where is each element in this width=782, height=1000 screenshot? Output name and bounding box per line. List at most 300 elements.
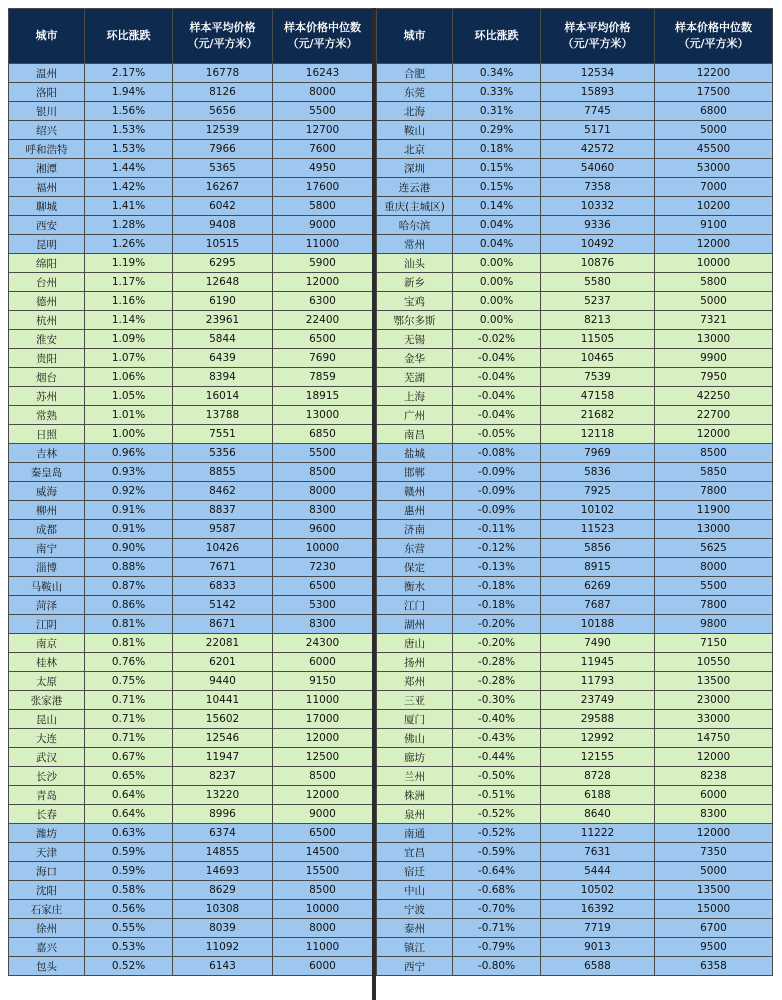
cell-city: 嘉兴: [9, 938, 85, 957]
table-row: [9, 197, 373, 216]
cell-city: 海口: [9, 862, 85, 881]
table-row: [377, 235, 773, 254]
left-header-row: [9, 9, 373, 64]
cell-city: 徐州: [9, 919, 85, 938]
cell-change: 0.33%: [453, 83, 541, 102]
cell-avg-price: 22081: [173, 634, 273, 653]
cell-avg-price: 16392: [541, 900, 655, 919]
cell-median-price: 11900: [655, 501, 773, 520]
cell-avg-price: 8126: [173, 83, 273, 102]
cell-avg-price: 7969: [541, 444, 655, 463]
cell-city: 南京: [9, 634, 85, 653]
table-row: [9, 862, 373, 881]
cell-median-price: 17000: [273, 710, 373, 729]
table-row: [9, 748, 373, 767]
cell-avg-price: 15602: [173, 710, 273, 729]
cell-median-price: 7950: [655, 368, 773, 387]
cell-change: -0.64%: [453, 862, 541, 881]
cell-city: 苏州: [9, 387, 85, 406]
cell-change: -0.11%: [453, 520, 541, 539]
cell-change: 0.52%: [85, 957, 173, 976]
cell-change: 0.64%: [85, 786, 173, 805]
cell-median-price: 12000: [655, 748, 773, 767]
cell-city: 呼和浩特: [9, 140, 85, 159]
cell-avg-price: 5171: [541, 121, 655, 140]
cell-median-price: 5850: [655, 463, 773, 482]
cell-median-price: 5800: [273, 197, 373, 216]
table-row: [377, 862, 773, 881]
cell-avg-price: 5856: [541, 539, 655, 558]
cell-change: 0.81%: [85, 634, 173, 653]
table-row: [9, 178, 373, 197]
cell-avg-price: 8629: [173, 881, 273, 900]
cell-median-price: 8500: [273, 463, 373, 482]
cell-city: 三亚: [377, 691, 453, 710]
table-row: [377, 710, 773, 729]
cell-avg-price: 9013: [541, 938, 655, 957]
cell-median-price: 12500: [273, 748, 373, 767]
cell-city: 柳州: [9, 501, 85, 520]
cell-change: 0.91%: [85, 501, 173, 520]
table-row: [377, 900, 773, 919]
cell-median-price: 42250: [655, 387, 773, 406]
cell-avg-price: 6190: [173, 292, 273, 311]
cell-avg-price: 7745: [541, 102, 655, 121]
cell-avg-price: 8213: [541, 311, 655, 330]
cell-city: 泉州: [377, 805, 453, 824]
cell-avg-price: 6269: [541, 577, 655, 596]
header-median-price: [655, 9, 773, 64]
cell-median-price: 12700: [273, 121, 373, 140]
cell-change: 0.87%: [85, 577, 173, 596]
cell-avg-price: 6295: [173, 254, 273, 273]
cell-median-price: 13000: [655, 520, 773, 539]
table-row: [9, 159, 373, 178]
cell-median-price: 14500: [273, 843, 373, 862]
cell-city: 镇江: [377, 938, 453, 957]
cell-change: 1.44%: [85, 159, 173, 178]
table-row: [9, 406, 373, 425]
cell-median-price: 23000: [655, 691, 773, 710]
cell-avg-price: 5844: [173, 330, 273, 349]
header-avg-price: [173, 9, 273, 64]
cell-avg-price: 9408: [173, 216, 273, 235]
cell-avg-price: 6042: [173, 197, 273, 216]
left-table-body: [9, 64, 373, 976]
cell-change: -0.20%: [453, 615, 541, 634]
cell-change: -0.20%: [453, 634, 541, 653]
cell-change: -0.52%: [453, 805, 541, 824]
cell-city: 厦门: [377, 710, 453, 729]
cell-median-price: 13500: [655, 881, 773, 900]
cell-change: 0.81%: [85, 615, 173, 634]
cell-median-price: 24300: [273, 634, 373, 653]
table-row: [9, 311, 373, 330]
cell-median-price: 6000: [655, 786, 773, 805]
cell-avg-price: 7631: [541, 843, 655, 862]
table-row: [377, 178, 773, 197]
cell-change: -0.18%: [453, 577, 541, 596]
cell-city: 威海: [9, 482, 85, 501]
cell-median-price: 12000: [655, 824, 773, 843]
cell-avg-price: 8671: [173, 615, 273, 634]
cell-change: 0.67%: [85, 748, 173, 767]
cell-avg-price: 23749: [541, 691, 655, 710]
cell-city: 无锡: [377, 330, 453, 349]
cell-city: 济南: [377, 520, 453, 539]
cell-change: -0.71%: [453, 919, 541, 938]
cell-change: 0.34%: [453, 64, 541, 83]
header-avg-line2: （元/平方米）: [187, 37, 258, 50]
cell-city: 石家庄: [9, 900, 85, 919]
cell-median-price: 8300: [655, 805, 773, 824]
table-row: [9, 254, 373, 273]
cell-avg-price: 5580: [541, 273, 655, 292]
cell-change: 0.04%: [453, 216, 541, 235]
cell-median-price: 6500: [273, 330, 373, 349]
cell-city: 扬州: [377, 653, 453, 672]
cell-change: -0.09%: [453, 501, 541, 520]
cell-city: 株洲: [377, 786, 453, 805]
cell-median-price: 33000: [655, 710, 773, 729]
cell-city: 盐城: [377, 444, 453, 463]
cell-change: 1.56%: [85, 102, 173, 121]
cell-city: 马鞍山: [9, 577, 85, 596]
cell-city: 宁波: [377, 900, 453, 919]
cell-median-price: 14750: [655, 729, 773, 748]
table-row: [377, 482, 773, 501]
cell-median-price: 7859: [273, 368, 373, 387]
cell-median-price: 5800: [655, 273, 773, 292]
cell-median-price: 8238: [655, 767, 773, 786]
cell-median-price: 22400: [273, 311, 373, 330]
cell-city: 包头: [9, 957, 85, 976]
cell-median-price: 16243: [273, 64, 373, 83]
table-row: [377, 843, 773, 862]
table-row: [9, 387, 373, 406]
cell-change: 0.65%: [85, 767, 173, 786]
cell-avg-price: 16014: [173, 387, 273, 406]
cell-change: 0.00%: [453, 292, 541, 311]
table-row: [9, 881, 373, 900]
header-avg-line1: 样本平均价格: [189, 21, 256, 34]
cell-median-price: 9150: [273, 672, 373, 691]
table-row: [9, 349, 373, 368]
table-row: [377, 368, 773, 387]
header-avg-line2: （元/平方米）: [562, 37, 633, 50]
cell-median-price: 9000: [273, 216, 373, 235]
cell-avg-price: 42572: [541, 140, 655, 159]
cell-city: 中山: [377, 881, 453, 900]
cell-change: -0.40%: [453, 710, 541, 729]
cell-median-price: 7000: [655, 178, 773, 197]
cell-city: 昆明: [9, 235, 85, 254]
cell-city: 成都: [9, 520, 85, 539]
cell-median-price: 9600: [273, 520, 373, 539]
cell-city: 常熟: [9, 406, 85, 425]
cell-city: 芜湖: [377, 368, 453, 387]
table-row: [9, 615, 373, 634]
cell-median-price: 7800: [655, 596, 773, 615]
cell-city: 日照: [9, 425, 85, 444]
cell-city: 宿迁: [377, 862, 453, 881]
table-row: [377, 634, 773, 653]
cell-median-price: 11000: [273, 691, 373, 710]
cell-city: 鄂尔多斯: [377, 311, 453, 330]
table-row: [9, 691, 373, 710]
header-city: 城市: [9, 9, 85, 64]
right-table-body: [377, 64, 773, 976]
table-row: [9, 900, 373, 919]
cell-city: 大连: [9, 729, 85, 748]
table-row: [9, 292, 373, 311]
table-row: [9, 83, 373, 102]
cell-city: 佛山: [377, 729, 453, 748]
cell-avg-price: 5237: [541, 292, 655, 311]
table-row: [9, 273, 373, 292]
cell-change: -0.09%: [453, 463, 541, 482]
cell-city: 青岛: [9, 786, 85, 805]
cell-avg-price: 16267: [173, 178, 273, 197]
cell-avg-price: 12118: [541, 425, 655, 444]
table-row: [9, 786, 373, 805]
cell-change: 0.59%: [85, 862, 173, 881]
cell-change: 1.09%: [85, 330, 173, 349]
cell-avg-price: 8394: [173, 368, 273, 387]
cell-median-price: 9000: [273, 805, 373, 824]
cell-avg-price: 9587: [173, 520, 273, 539]
cell-city: 郑州: [377, 672, 453, 691]
cell-avg-price: 6833: [173, 577, 273, 596]
table-row: [9, 729, 373, 748]
cell-median-price: 6358: [655, 957, 773, 976]
cell-median-price: 17600: [273, 178, 373, 197]
cell-city: 邯郸: [377, 463, 453, 482]
table-row: [377, 938, 773, 957]
cell-city: 台州: [9, 273, 85, 292]
table-row: [377, 64, 773, 83]
cell-city: 惠州: [377, 501, 453, 520]
cell-avg-price: 16778: [173, 64, 273, 83]
cell-city: 张家港: [9, 691, 85, 710]
cell-median-price: 8000: [273, 83, 373, 102]
table-row: [9, 64, 373, 83]
cell-median-price: 7150: [655, 634, 773, 653]
cell-change: 1.42%: [85, 178, 173, 197]
cell-median-price: 8500: [273, 881, 373, 900]
table-row: [9, 710, 373, 729]
cell-change: 1.06%: [85, 368, 173, 387]
cell-change: -0.04%: [453, 349, 541, 368]
cell-avg-price: 10441: [173, 691, 273, 710]
table-row: [377, 273, 773, 292]
cell-avg-price: 10308: [173, 900, 273, 919]
cell-median-price: 4950: [273, 159, 373, 178]
cell-median-price: 12000: [273, 786, 373, 805]
header-median-line1: 样本价格中位数: [284, 21, 361, 34]
cell-change: 0.56%: [85, 900, 173, 919]
cell-avg-price: 5656: [173, 102, 273, 121]
cell-avg-price: 10426: [173, 539, 273, 558]
cell-change: 0.88%: [85, 558, 173, 577]
table-row: [377, 577, 773, 596]
cell-city: 北海: [377, 102, 453, 121]
table-row: [9, 672, 373, 691]
cell-avg-price: 8039: [173, 919, 273, 938]
table-row: [377, 121, 773, 140]
cell-median-price: 10000: [273, 539, 373, 558]
cell-avg-price: 7358: [541, 178, 655, 197]
cell-median-price: 22700: [655, 406, 773, 425]
cell-avg-price: 10465: [541, 349, 655, 368]
cell-city: 鞍山: [377, 121, 453, 140]
cell-median-price: 9500: [655, 938, 773, 957]
cell-median-price: 12200: [655, 64, 773, 83]
cell-avg-price: 8640: [541, 805, 655, 824]
cell-change: -0.04%: [453, 406, 541, 425]
cell-change: -0.08%: [453, 444, 541, 463]
cell-city: 哈尔滨: [377, 216, 453, 235]
cell-change: 1.14%: [85, 311, 173, 330]
table-row: [377, 463, 773, 482]
cell-median-price: 7230: [273, 558, 373, 577]
cell-median-price: 8000: [273, 482, 373, 501]
table-row: [377, 824, 773, 843]
cell-city: 广州: [377, 406, 453, 425]
table-row: [9, 634, 373, 653]
cell-avg-price: 11222: [541, 824, 655, 843]
cell-change: 1.94%: [85, 83, 173, 102]
cell-city: 宜昌: [377, 843, 453, 862]
cell-median-price: 7321: [655, 311, 773, 330]
table-row: [9, 653, 373, 672]
cell-city: 洛阳: [9, 83, 85, 102]
cell-median-price: 10550: [655, 653, 773, 672]
cell-median-price: 5500: [273, 444, 373, 463]
cell-city: 湖州: [377, 615, 453, 634]
cell-median-price: 11000: [273, 938, 373, 957]
cell-city: 新乡: [377, 273, 453, 292]
cell-city: 宝鸡: [377, 292, 453, 311]
table-row: [9, 140, 373, 159]
cell-change: 0.14%: [453, 197, 541, 216]
table-row: [9, 368, 373, 387]
cell-city: 秦皇岛: [9, 463, 85, 482]
cell-avg-price: 13788: [173, 406, 273, 425]
table-row: [9, 463, 373, 482]
cell-city: 太原: [9, 672, 85, 691]
cell-median-price: 9900: [655, 349, 773, 368]
cell-avg-price: 12546: [173, 729, 273, 748]
cell-avg-price: 7966: [173, 140, 273, 159]
cell-avg-price: 12539: [173, 121, 273, 140]
right-header-row: [377, 9, 773, 64]
cell-change: 0.64%: [85, 805, 173, 824]
table-row: [377, 159, 773, 178]
cell-median-price: 9800: [655, 615, 773, 634]
cell-change: 0.86%: [85, 596, 173, 615]
cell-avg-price: 12648: [173, 273, 273, 292]
cell-median-price: 8300: [273, 615, 373, 634]
table-row: [377, 444, 773, 463]
cell-avg-price: 7687: [541, 596, 655, 615]
cell-avg-price: 10332: [541, 197, 655, 216]
cell-city: 廊坊: [377, 748, 453, 767]
cell-city: 德州: [9, 292, 85, 311]
header-change: 环比涨跌: [85, 9, 173, 64]
header-avg-line1: 样本平均价格: [564, 21, 631, 34]
table-row: [377, 786, 773, 805]
cell-median-price: 6000: [273, 957, 373, 976]
cell-city: 绍兴: [9, 121, 85, 140]
cell-avg-price: 10102: [541, 501, 655, 520]
right-price-table: [376, 8, 773, 976]
cell-change: 1.41%: [85, 197, 173, 216]
cell-median-price: 8500: [655, 444, 773, 463]
cell-change: 0.76%: [85, 653, 173, 672]
cell-change: -0.52%: [453, 824, 541, 843]
table-row: [377, 881, 773, 900]
cell-median-price: 6000: [273, 653, 373, 672]
cell-change: -0.28%: [453, 653, 541, 672]
table-row: [377, 349, 773, 368]
table-row: [377, 216, 773, 235]
cell-city: 淮安: [9, 330, 85, 349]
cell-median-price: 5300: [273, 596, 373, 615]
cell-change: 0.53%: [85, 938, 173, 957]
table-row: [377, 83, 773, 102]
table-row: [9, 843, 373, 862]
cell-median-price: 5500: [273, 102, 373, 121]
table-row: [9, 957, 373, 976]
cell-change: -0.50%: [453, 767, 541, 786]
cell-change: 0.71%: [85, 710, 173, 729]
cell-median-price: 5000: [655, 121, 773, 140]
cell-avg-price: 12534: [541, 64, 655, 83]
cell-median-price: 13000: [655, 330, 773, 349]
cell-city: 江门: [377, 596, 453, 615]
cell-median-price: 17500: [655, 83, 773, 102]
cell-avg-price: 8462: [173, 482, 273, 501]
cell-city: 西宁: [377, 957, 453, 976]
table-row: [9, 596, 373, 615]
table-row: [377, 558, 773, 577]
cell-median-price: 8500: [273, 767, 373, 786]
cell-city: 衡水: [377, 577, 453, 596]
cell-avg-price: 6588: [541, 957, 655, 976]
cell-city: 南昌: [377, 425, 453, 444]
table-row: [377, 406, 773, 425]
cell-avg-price: 6201: [173, 653, 273, 672]
table-row: [377, 254, 773, 273]
cell-median-price: 13500: [655, 672, 773, 691]
cell-city: 南通: [377, 824, 453, 843]
cell-median-price: 9100: [655, 216, 773, 235]
table-row: [377, 140, 773, 159]
cell-change: -0.44%: [453, 748, 541, 767]
table-row: [9, 482, 373, 501]
table-row: [9, 121, 373, 140]
cell-avg-price: 8996: [173, 805, 273, 824]
cell-avg-price: 5365: [173, 159, 273, 178]
cell-change: 0.00%: [453, 311, 541, 330]
cell-avg-price: 8837: [173, 501, 273, 520]
cell-city: 湘潭: [9, 159, 85, 178]
cell-change: -0.18%: [453, 596, 541, 615]
cell-city: 汕头: [377, 254, 453, 273]
cell-change: -0.51%: [453, 786, 541, 805]
cell-city: 东莞: [377, 83, 453, 102]
